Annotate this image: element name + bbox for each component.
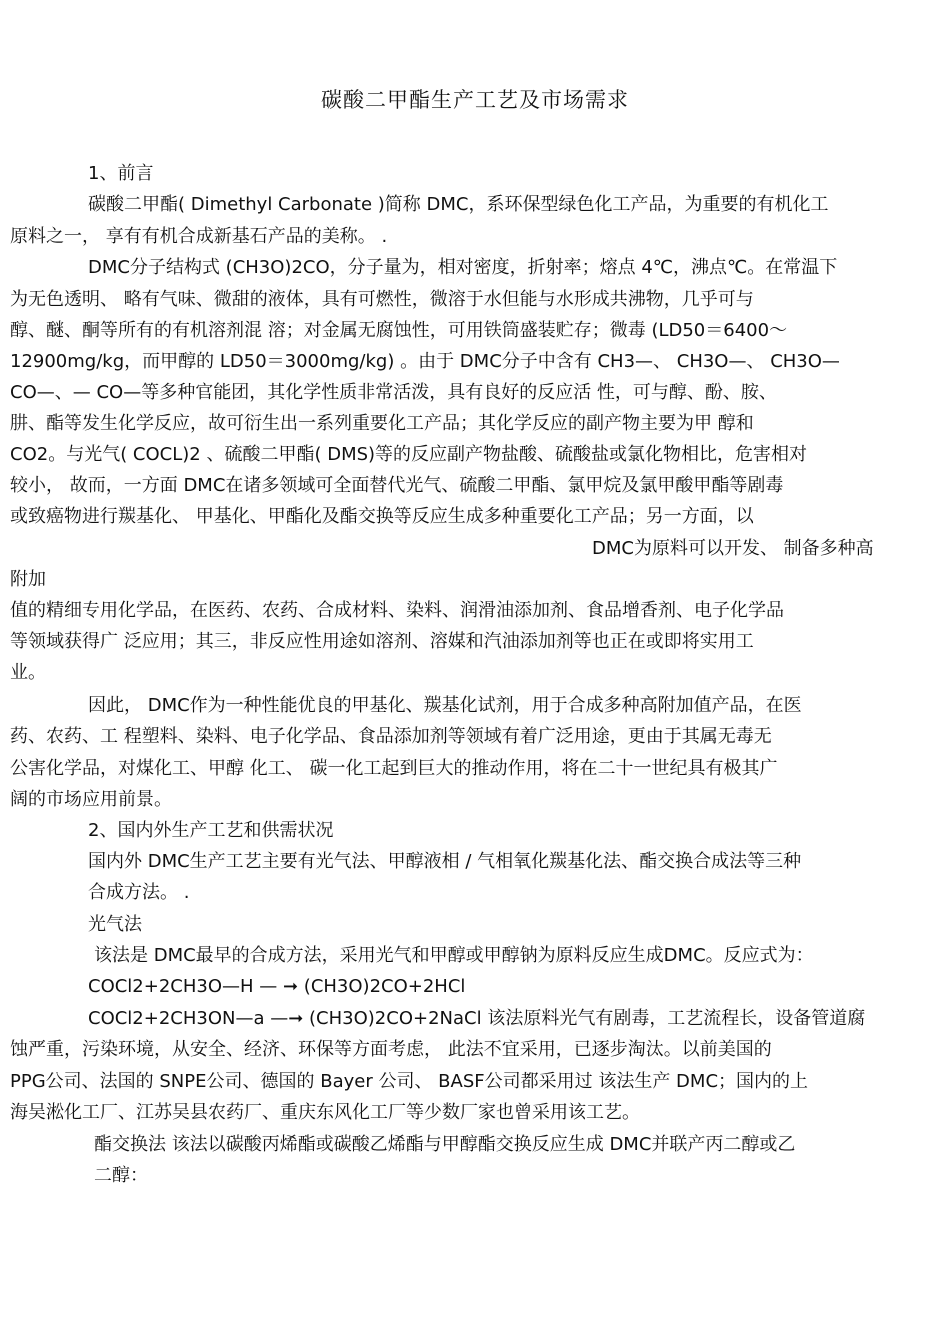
paragraph-line: 或致癌物进行羰基化、 甲基化、甲酯化及酯交换等反应生成多种重要化工产品；另一方面，以 (10, 506, 754, 527)
paragraph-line: 该法是 DMC最早的合成方法，采用光气和甲醇或甲醇钠为原料反应生成DMC。反应式为： (94, 945, 814, 966)
paragraph-line: 国内外 DMC生产工艺主要有光气法、甲醇液相 / 气相氧化羰基化法、酯交换合成法等三种 (88, 851, 802, 872)
paragraph-line: 醇、醚、酮等所有的有机溶剂混 溶；对金属无腐蚀性，可用铁筒盛装贮存；微毒 (LD50＝6400～ (10, 320, 788, 341)
paragraph-line: 蚀严重，污染环境，从安全、经济、环保等方面考虑， 此法不宜采用，已逐步淘汰。以前美国的 (10, 1039, 772, 1060)
paragraph-line: 等领域获得广 泛应用；其三，非反应性用途如溶剂、溶媒和汽油添加剂等也正在或即将实用工 (10, 631, 754, 652)
paragraph-line: 公害化学品，对煤化工、甲醇 化工、 碳一化工起到巨大的推动作用，将在二十一世纪具有极其广 (10, 758, 778, 779)
paragraph-line: CO2。与光气( COCL)2 、硫酸二甲酯( DMS)等的反应副产物盐酸、硫酸盐或氯化物相比，危害相对 (10, 444, 808, 465)
paragraph-line: DMC分子结构式 (CH3O)2CO，分子量为，相对密度，折射率；熔点 4℃，沸点℃。在常温下 (88, 257, 838, 278)
section-heading-preface: 1、前言 (88, 163, 154, 184)
paragraph-line: 因此， DMC作为一种性能优良的甲基化、羰基化试剂，用于合成多种高附加值产品，在医 (88, 695, 802, 716)
paragraph-line: PPG公司、法国的 SNPE公司、德国的 Bayer 公司、 BASF公司都采用过 该法生产 DMC；国内的上 (10, 1071, 809, 1092)
document-title: 碳酸二甲酯生产工艺及市场需求 (321, 88, 629, 112)
subheading-phosgene-method: 光气法 (88, 914, 142, 935)
paragraph-line: 业。 (10, 662, 46, 683)
paragraph-line: 为无色透明、 略有气味、微甜的液体，具有可燃性，微溶于水但能与水形成共沸物，几乎可与 (10, 289, 754, 310)
paragraph-line: 药、农药、工 程塑料、染料、电子化学品、食品添加剂等领域有着广泛用途，更由于其属无毒无 (10, 726, 772, 747)
paragraph-line: 海吴淞化工厂、江苏吴县农药厂、重庆东风化工厂等少数厂家也曾采用该工艺。 (10, 1102, 640, 1123)
paragraph-line: 原料之一， 享有有机合成新基石产品的美称。 . (10, 226, 388, 247)
paragraph-line: 肼、酯等发生化学反应，故可衍生出一系列重要化工产品；其化学反应的副产物主要为甲 醇和 (10, 413, 754, 434)
reaction-equation: COCl2+2CH3ON—a —➞ (CH3O)2CO+2NaCl 该法原料光气有剧毒，工艺流程长，设备管道腐 (88, 1008, 866, 1029)
paragraph-line: CO—、— CO—等多种官能团，其化学性质非常活泼，具有良好的反应活 性，可与醇、酚、胺、 (10, 382, 777, 403)
paragraph-line: 酯交换法 该法以碳酸丙烯酯或碳酸乙烯酯与甲醇酯交换反应生成 DMC并联产丙二醇或乙 (94, 1134, 796, 1155)
paragraph-line: DMC为原料可以开发、 制备多种高 (592, 538, 874, 559)
paragraph-line: 12900mg/kg，而甲醇的 LD50＝3000mg/kg) 。由于 DMC分子中含有 CH3—、 CH3O—、 CH3O— (10, 351, 840, 372)
paragraph-line: 附加 (10, 569, 46, 590)
paragraph-line: 阔的市场应用前景。 (10, 789, 172, 810)
reaction-equation: COCl2+2CH3O—H — ➞ (CH3O)2CO+2HCl (88, 976, 466, 997)
paragraph-line: 碳酸二甲酯( Dimethyl Carbonate )简称 DMC，系环保型绿色化工产品，为重要的有机化工 (88, 194, 829, 215)
paragraph-line: 合成方法。 . (88, 882, 190, 903)
section-heading-process: 2、国内外生产工艺和供需状况 (88, 820, 334, 841)
paragraph-line: 二醇： (94, 1165, 148, 1186)
paragraph-line: 较小， 故而，一方面 DMC在诸多领域可全面替代光气、硫酸二甲酯、氯甲烷及氯甲酸甲酯等剧毒 (10, 475, 784, 496)
paragraph-line: 值的精细专用化学品，在医药、农药、合成材料、染料、润滑油添加剂、食品增香剂、电子化学品 (10, 600, 784, 621)
